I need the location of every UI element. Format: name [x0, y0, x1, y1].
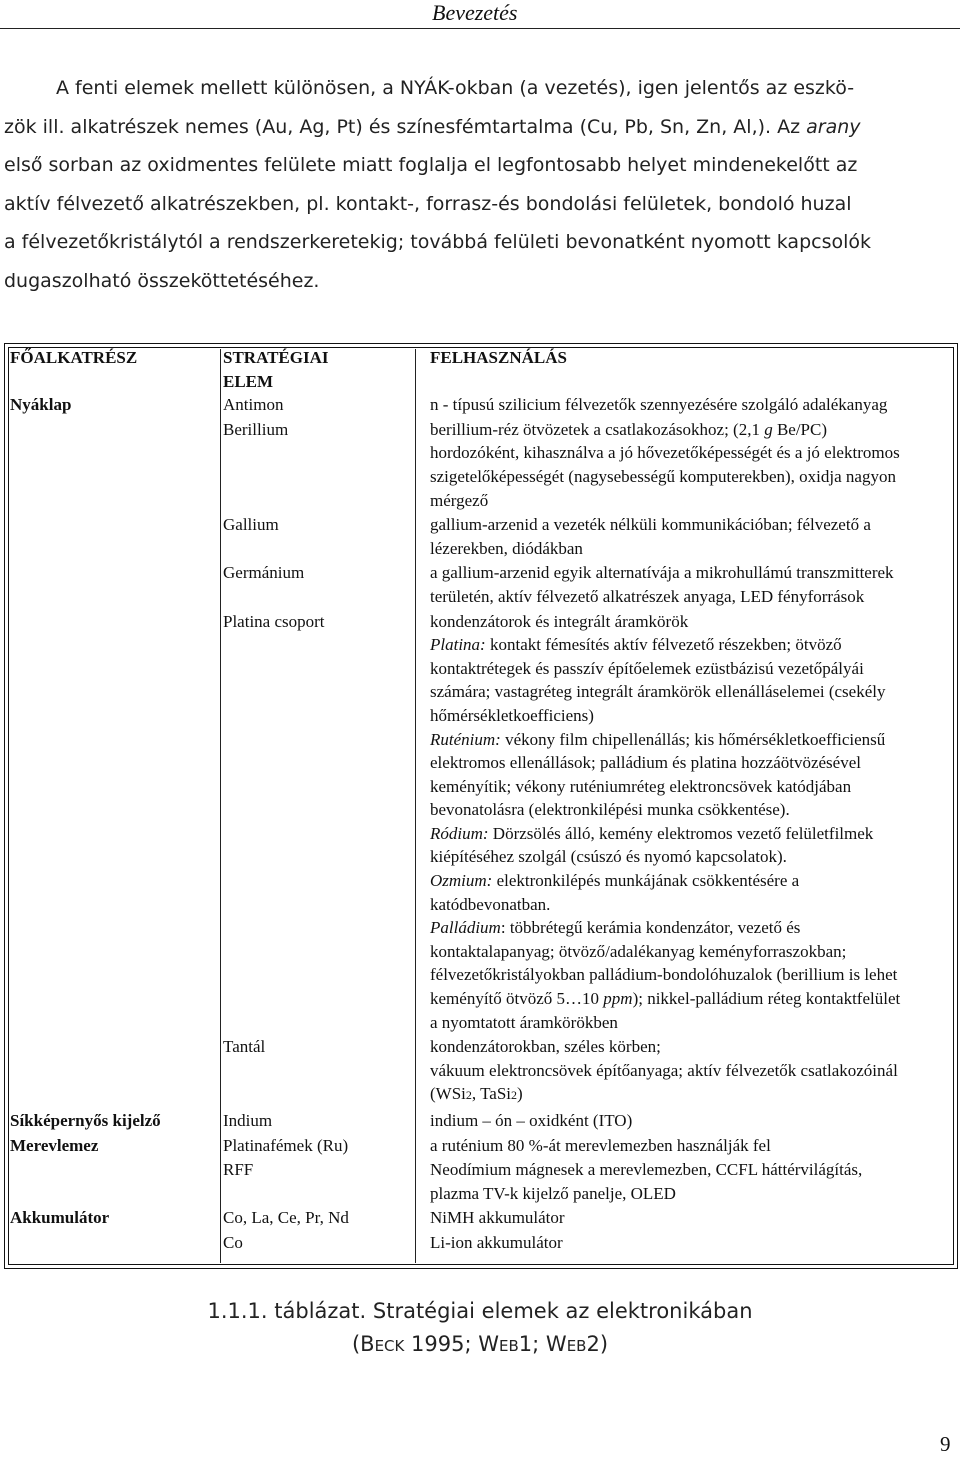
usage-line: indium – ón – oxidként (ITO) — [430, 1111, 633, 1130]
intro-italic-word: arany — [806, 115, 861, 138]
table-row — [10, 561, 955, 609]
table-row — [10, 1035, 955, 1109]
table-row — [10, 610, 955, 1036]
main-component-cell — [10, 1035, 216, 1109]
intro-line: zök ill. alkatrészek nemes (Au, Ag, Pt) és színesfémtartalma (Cu, Pb, Sn, Zn, Al,). Az arany — [4, 115, 861, 138]
usage-line: elektromos ellenállások; palládium és platina hozzáötvözésével — [430, 753, 861, 773]
strategic-element-cell: Gallium — [223, 515, 279, 535]
intro-line: dugaszolható összeköttetéséhez. — [4, 269, 320, 292]
strategic-element-cell: Germánium — [223, 563, 305, 583]
strategic-element-cell: Co, La, Ce, Pr, Nd — [223, 1208, 349, 1228]
usage-cell — [423, 561, 955, 609]
usage-line: kondenzátorokban, széles körben; — [430, 1037, 661, 1057]
usage-cell — [423, 1206, 955, 1231]
usage-line: gallium-arzenid a vezeték nélküli kommunikációban; félvezető a — [430, 515, 871, 535]
strategic-element-cell: Antimon — [223, 395, 284, 415]
intro-line: a félvezetőkristálytól a rendszerkeretekig; továbbá felületi bevonatként nyomott kapcsolók — [4, 231, 872, 254]
usage-line: kontaktrétegek és passzív építőelemek ezüstbázisú vezetőpályái — [430, 658, 864, 678]
table-row — [10, 1109, 955, 1134]
main-component-cell — [10, 418, 216, 513]
running-header-title: Bevezetés — [432, 0, 518, 25]
strategic-element-cell: Berillium — [223, 419, 289, 439]
table-content — [10, 346, 955, 1256]
main-component-cell — [10, 610, 216, 1036]
usage-line: a ruténium 80 %-át merevlemezben használják fel — [430, 1135, 771, 1155]
usage-line: keményítik; vékony ruténiumréteg elektroncsövek katódjában — [430, 776, 852, 796]
usage-line: területén, aktív félvezető alkatrészek anyaga, LED fényforrások — [430, 586, 865, 606]
usage-line: Platina: kontakt fémesítés aktív félvezető részekben; ötvöző — [430, 635, 842, 655]
intro-line: első sorban az oxidmentes felülete miatt foglalja el legfontosabb helyet mindenekelőtt az — [4, 154, 858, 177]
usage-cell — [423, 1231, 955, 1256]
strategic-elements-table — [4, 343, 958, 1269]
usage-line: hordozóként, kihasználva a jó hővezetőképességét és a jó elektromos — [430, 443, 900, 463]
table-row — [10, 1231, 955, 1256]
main-component-cell — [10, 513, 216, 561]
intro-paragraph — [4, 69, 956, 301]
strategic-element-cell: Tantál — [223, 1037, 266, 1057]
table-row — [10, 1158, 955, 1206]
main-component-cell: Merevlemez — [10, 1135, 99, 1155]
usage-line: berillium-réz ötvözetek a csatlakozásokhoz; (2,1 g Be/PC) — [430, 419, 828, 439]
header-strategic-element: STRATÉGIAI ELEM — [223, 348, 329, 391]
main-component-cell: Nyáklap — [10, 395, 72, 415]
main-component-cell — [10, 1158, 216, 1206]
table-caption-reference: (BECK 1995; WEB1; WEB2) — [351, 1332, 609, 1356]
usage-line: n - típusú szilicium félvezetők szennyezésére szolgáló adalékanyag — [430, 395, 888, 415]
usage-line: kondenzátorok és integrált áramkörök — [430, 611, 689, 631]
usage-line: mérgező — [430, 490, 489, 510]
header-main-component: FŐALKATRÉSZ — [10, 348, 138, 367]
usage-cell — [423, 1158, 955, 1206]
usage-line: Neodímium mágnesek a merevlemezben, CCFL háttérvilágítás, — [430, 1160, 863, 1180]
usage-line: hőmérsékletkoefficiens) — [430, 705, 594, 725]
usage-line: bevonatolásra (elektronkilépési munka csökkentése). — [430, 800, 790, 820]
usage-line: kiépítéséhez szolgál (csúszó és nyomó kapcsolatok). — [430, 847, 787, 867]
usage-line: lézerekben, diódákban — [430, 538, 583, 558]
table-row — [10, 1134, 955, 1159]
usage-cell — [423, 610, 955, 1036]
usage-cell — [423, 513, 955, 561]
usage-line: a gallium-arzenid egyik alternatívája a mikrohullámú transzmitterek — [430, 563, 894, 583]
usage-line: katódbevonatban. — [430, 894, 551, 914]
usage-line: számára; vastagréteg integrált áramkörök ellenálláselemei (csekély — [430, 682, 886, 702]
strategic-element-cell: RFF — [223, 1160, 254, 1180]
usage-line: a nyomtatott áramkörökben — [430, 1012, 618, 1032]
main-component-cell — [10, 561, 216, 609]
strategic-element-cell: Co — [223, 1232, 243, 1252]
usage-cell — [423, 393, 955, 418]
usage-line: (WSi2, TaSi2) — [430, 1084, 523, 1104]
intro-line: A fenti elemek mellett különösen, a NYÁK-okban (a vezetés), igen jelentős az eszkö- — [56, 77, 855, 99]
intro-line: aktív félvezető alkatrészekben, pl. kontakt-, forrasz-és bondolási felületek, bondoló huzal — [4, 192, 852, 215]
usage-line: Ródium: Dörzsölés álló, kemény elektromos vezető felületfilmek — [430, 823, 874, 843]
table-caption: 1.1.1. táblázat. Stratégiai elemek az elektronikában — [207, 1299, 753, 1323]
strategic-element-cell: Platinafémek (Ru) — [223, 1135, 349, 1155]
page-number: 9 — [940, 1432, 951, 1456]
usage-cell — [423, 1109, 955, 1134]
header-usage: FELHASZNÁLÁS — [430, 348, 567, 367]
usage-line: Ruténium: vékony film chipellenállás; kis hőmérsékletkoefficiensű — [430, 729, 886, 749]
strategic-element-cell: Indium — [223, 1111, 273, 1130]
main-component-cell: Akkumulátor — [10, 1208, 110, 1228]
strategic-element-cell: Platina csoport — [223, 611, 325, 631]
usage-cell — [423, 418, 955, 513]
table-row — [10, 513, 955, 561]
usage-cell — [423, 1035, 955, 1109]
usage-line: vákuum elektroncsövek építőanyaga; aktív félvezetők csatlakozóinál — [430, 1060, 898, 1080]
main-component-cell — [10, 1231, 216, 1256]
table-header-row — [10, 346, 955, 393]
usage-line: félvezetőkristályokban palládium-bondolóhuzalok (berillium is lehet — [430, 965, 898, 985]
running-header — [0, 0, 960, 29]
usage-line: Li-ion akkumulátor — [430, 1232, 563, 1252]
usage-cell — [423, 1134, 955, 1159]
table-row — [10, 393, 955, 418]
usage-line: szigetelőképességét (nagysebességű komputerekben), oxidja nagyon — [430, 466, 896, 486]
usage-line: Ozmium: elektronkilépés munkájának csökkentésére a — [430, 871, 800, 891]
usage-line: NiMH akkumulátor — [430, 1208, 565, 1228]
usage-line: plazma TV-k kijelző panelje, OLED — [430, 1183, 676, 1203]
table-row — [10, 1206, 955, 1231]
usage-line: kontaktalapanyag; ötvöző/adalékanyag keményforraszokban; — [430, 941, 847, 961]
table-row — [10, 418, 955, 513]
main-component-cell: Síkképernyős kijelző — [10, 1111, 161, 1130]
usage-line: keményítő ötvöző 5…10 ppm); nikkel-palládium réteg kontaktfelület — [430, 989, 901, 1009]
usage-line: Palládium: többrétegű kerámia kondenzátor, vezető és — [430, 918, 801, 938]
